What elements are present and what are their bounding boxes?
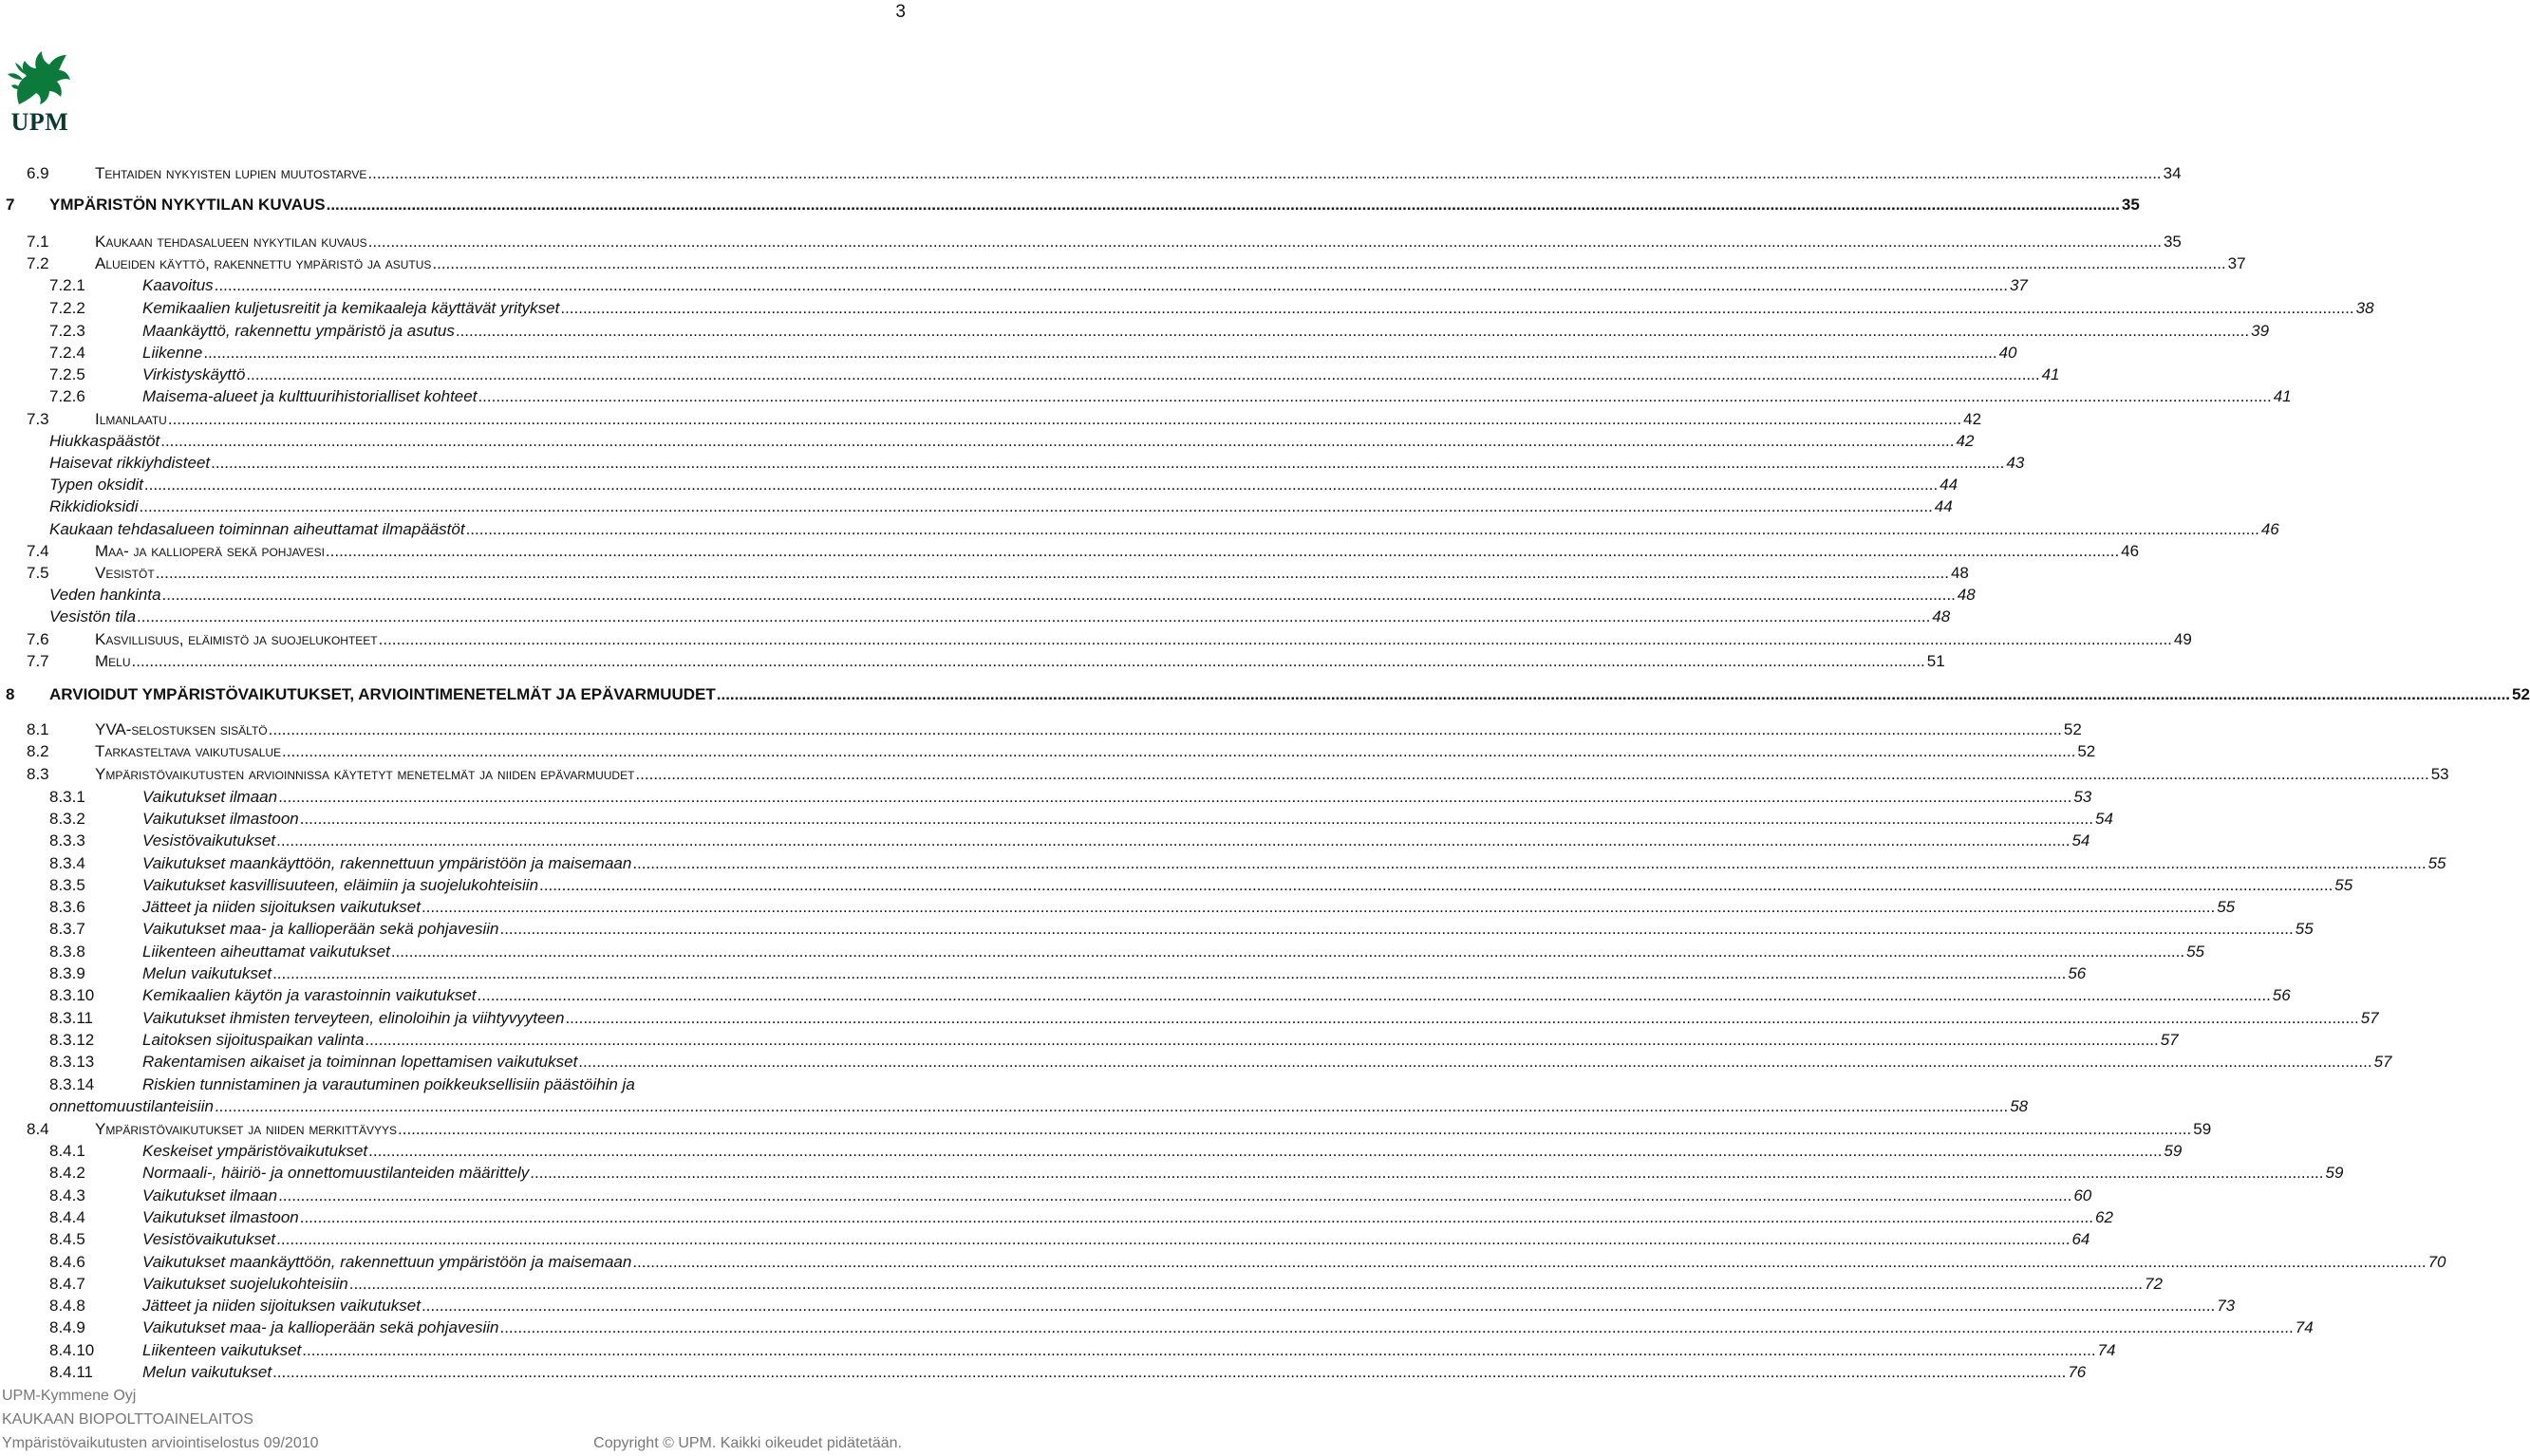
dot-leader: ................................................................................................................................................................................................................................................................................................................................................................................................................ [167,410,1962,428]
toc-entry-page: 41 [2273,387,2292,405]
toc-entry-page: 42 [1963,410,1982,428]
toc-entry-number: 8.3.10 [49,986,95,1004]
dot-leader: ................................................................................................................................................................................................................................................................................................................................................................................................................ [272,964,2067,982]
toc-entry-title: Alueiden käyttö, rakennettu ympäristö ja asutus [95,252,432,275]
toc-entry-title: Hiukkaspäästöt [49,430,160,453]
toc-entry-number: 7.7 [27,652,49,670]
toc-entry[interactable] [0,297,2374,320]
dot-leader: ................................................................................................................................................................................................................................................................................................................................................................................................................ [131,652,1925,670]
dot-leader: ................................................................................................................................................................................................................................................................................................................................................................................................................ [421,898,2216,916]
toc-entry[interactable] [0,1251,2446,1274]
dot-leader: ................................................................................................................................................................................................................................................................................................................................................................................................................ [530,1164,2324,1182]
toc-entry[interactable] [0,740,2096,763]
dot-leader: ................................................................................................................................................................................................................................................................................................................................................................................................................ [278,1186,2072,1204]
toc-entry[interactable] [0,1118,2212,1141]
dot-leader: ................................................................................................................................................................................................................................................................................................................................................................................................................ [272,1363,2067,1381]
toc-entry-number: 8.4.5 [49,1230,85,1248]
dot-leader: ................................................................................................................................................................................................................................................................................................................................................................................................................ [211,454,2005,472]
toc-entry-title: Vaikutukset ilmastoon [142,808,300,831]
toc-entry-number: 8.3.8 [49,943,85,961]
dot-leader: ................................................................................................................................................................................................................................................................................................................................................................................................................ [299,1208,2093,1226]
toc-entry-page: 70 [2427,1253,2446,1271]
toc-entry-number: 7.1 [27,233,49,251]
toc-entry[interactable] [0,252,2246,275]
toc-entry[interactable] [0,874,2353,897]
toc-entry[interactable] [0,1316,2314,1339]
dot-leader: ................................................................................................................................................................................................................................................................................................................................................................................................................ [160,432,1955,450]
toc-entry-title: Ympäristövaikutukset ja niiden merkittävyys [95,1118,398,1141]
toc-entry-title-continuation: onnettomuustilanteisiin [49,1095,215,1118]
toc-entry-page: 62 [2095,1208,2113,1226]
toc-entry-title: Vesistövaikutukset [142,1228,276,1251]
toc-entry[interactable] [0,562,1969,585]
dot-leader: ................................................................................................................................................................................................................................................................................................................................................................................................................ [539,876,2333,894]
toc-entry-number: 8.4.6 [49,1253,85,1271]
dot-leader: ................................................................................................................................................................................................................................................................................................................................................................................................................ [143,476,1939,494]
toc-entry-page: 55 [2334,876,2353,894]
toc-entry-number: 7.2.3 [49,322,85,340]
toc-entry-number: 8.3.1 [49,788,85,806]
toc-entry-number: 8.3.13 [49,1053,95,1071]
toc-entry-title: Vaikutukset maankäyttöön, rakennettuun ympäristöön ja maisemaan [142,1251,632,1274]
toc-entry-title: YVA-selostuksen sisältö [95,719,269,741]
toc-entry-page: 49 [2173,630,2192,648]
toc-entry[interactable] [0,231,2182,253]
toc-entry[interactable] [0,430,1975,453]
dot-leader: ................................................................................................................................................................................................................................................................................................................................................................................................................ [299,810,2093,828]
toc-entry-page: 52 [2512,685,2530,703]
toc-entry[interactable] [0,1273,2163,1296]
toc-entry-title: Jätteet ja niiden sijoituksen vaikutukset [142,1295,422,1317]
dot-leader: ................................................................................................................................................................................................................................................................................................................................................................................................................ [455,322,2250,340]
toc-entry[interactable] [0,342,2017,364]
toc-entry[interactable] [0,584,1976,607]
toc-entry-page: 76 [2068,1363,2087,1381]
dot-leader: ................................................................................................................................................................................................................................................................................................................................................................................................................ [161,586,1956,604]
dot-leader: ................................................................................................................................................................................................................................................................................................................................................................................................................ [276,831,2071,849]
toc-entry-number: 8.4.2 [49,1164,85,1182]
footer-company: UPM-Kymmene Oyj [2,1388,137,1404]
toc-entry-number: 8.3.2 [49,810,85,828]
footer-copyright: Copyright © UPM. Kaikki oikeudet pidätetään. [593,1435,902,1451]
dot-leader: ................................................................................................................................................................................................................................................................................................................................................................................................................ [499,1318,2294,1336]
toc-entry[interactable] [0,474,1958,496]
toc-entry-page: 37 [2227,254,2246,272]
toc-entry[interactable] [0,628,2192,651]
toc-entry[interactable] [0,852,2446,875]
toc-entry-number: 8.3.5 [49,876,85,894]
logo-wordmark: UPM [10,108,69,136]
toc-entry[interactable] [0,650,1945,673]
toc-entry-title: Liikenne [142,342,203,364]
toc-entry-page: 55 [2217,898,2236,916]
toc-entry-page: 44 [1940,476,1958,494]
toc-entry[interactable] [0,896,2236,919]
toc-entry-title: Ympäristövaikutusten arvioinnissa käytetyt menetelmät ja niiden epävarmuudet [95,763,635,786]
toc-entry-number: 8 [6,685,15,703]
toc-entry[interactable] [0,518,2279,541]
toc-entry-number: 7.6 [27,630,49,648]
dot-leader: ................................................................................................................................................................................................................................................................................................................................................................................................................ [477,986,2271,1004]
toc-entry-number: 7.2.1 [49,276,85,294]
dot-leader: ................................................................................................................................................................................................................................................................................................................................................................................................................ [560,299,2354,317]
toc-entry-number: 7.3 [27,410,49,428]
footer-document: Ympäristövaikutusten arviointiselostus 09/2010 [2,1435,319,1451]
toc-entry-page: 39 [2251,322,2270,340]
dot-leader: ................................................................................................................................................................................................................................................................................................................................................................................................................ [432,254,2226,272]
toc-entry-page: 41 [2041,365,2060,383]
toc-entry-title: Jätteet ja niiden sijoituksen vaikutukset [142,896,422,919]
toc-entry-number: 8.4.7 [49,1275,85,1293]
toc-entry-title: Kasvillisuus, eläimistö ja suojelukohteet [95,628,379,651]
toc-entry-title: Maankäyttö, rakennettu ympäristö ja asutus [142,320,456,343]
toc-entry-page: 51 [1926,652,1945,670]
toc-entry-title: Laitoksen sijoituspaikan valinta [142,1029,365,1052]
toc-entry-number: 8.4.4 [49,1208,85,1226]
dot-leader: ................................................................................................................................................................................................................................................................................................................................................................................................................ [368,1142,2163,1160]
toc-entry[interactable] [0,1007,2379,1030]
toc-entry-number: 7.2.2 [49,299,85,317]
toc-entry[interactable] [0,719,2082,741]
toc-entry[interactable] [0,364,2060,386]
toc-entry-title: Maa- ja kallioperä sekä pohjavesi [95,540,326,563]
toc-entry-number: 7.5 [27,564,49,582]
dot-leader: ................................................................................................................................................................................................................................................................................................................................................................................................................ [214,1097,2009,1115]
dot-leader: ................................................................................................................................................................................................................................................................................................................................................................................................................ [137,607,1931,625]
toc-entry-page: 59 [2325,1164,2344,1182]
toc-entry-number: 8.4.9 [49,1318,85,1336]
toc-entry-number: 8.4.1 [49,1142,85,1160]
toc-entry-title: Vesistövaikutukset [142,830,276,852]
dot-leader: ................................................................................................................................................................................................................................................................................................................................................................................................................ [632,854,2427,872]
toc-entry-number: 8.3.7 [49,920,85,938]
toc-entry[interactable] [0,274,2028,297]
toc-entry-page: 46 [2121,542,2140,560]
toc-entry-title: Riskien tunnistaminen ja varautuminen poikkeuksellisiin päästöihin ja [142,1073,636,1096]
dot-leader: ................................................................................................................................................................................................................................................................................................................................................................................................................ [565,1009,2359,1027]
toc-entry-title: Keskeiset ympäristövaikutukset [142,1140,368,1163]
toc-entry-number: 8.4.10 [49,1341,95,1359]
dot-leader: ................................................................................................................................................................................................................................................................................................................................................................................................................ [203,344,1997,362]
toc-entry[interactable] [0,1295,2236,1317]
toc-entry-page: 53 [2430,765,2449,783]
toc-entry-page: 54 [2095,810,2113,828]
toc-entry[interactable] [0,1185,2092,1207]
toc-entry-number: 8.4.8 [49,1297,85,1315]
toc-entry-title: Kaukaan tehdasalueen nykytilan kuvaus [95,231,368,253]
toc-entry-title: Kemikaalien kuljetusreitit ja kemikaaleja käyttävät yritykset [142,297,560,320]
toc-entry-page: 58 [2010,1097,2029,1115]
toc-entry-page: 52 [2077,742,2096,760]
toc-entry[interactable] [0,1051,2392,1073]
toc-entry[interactable] [0,1206,2113,1229]
toc-entry[interactable] [0,1162,2344,1185]
dot-leader: ................................................................................................................................................................................................................................................................................................................................................................................................................ [478,387,2272,405]
toc-entry-number: 8.4.3 [49,1186,85,1204]
toc-entry-title: Kaukaan tehdasalueen toiminnan aiheuttamat ilmapäästöt [49,518,466,541]
toc-entry-page: 43 [2006,454,2025,472]
dot-leader: ................................................................................................................................................................................................................................................................................................................................................................................................................ [282,742,2076,760]
toc-entry-page: 56 [2068,964,2087,982]
toc-entry[interactable] [0,606,1951,628]
toc-entry-page: 48 [1957,586,1976,604]
toc-entry-page: 46 [2260,520,2279,538]
toc-entry-page: 74 [2097,1341,2116,1359]
toc-entry[interactable] [0,1029,2179,1052]
toc-entry-number: 7.2 [27,254,49,272]
toc-entry[interactable] [0,452,2025,475]
dot-leader: ................................................................................................................................................................................................................................................................................................................................................................................................................ [268,720,2062,738]
toc-entry-number: 6.9 [27,164,49,182]
toc-entry-page: 64 [2071,1230,2090,1248]
toc-entry-number: 7.4 [27,542,49,560]
toc-entry-page: 38 [2355,299,2374,317]
toc-entry[interactable] [0,683,2530,706]
toc-entry-title: Vaikutukset ilmaan [142,1185,278,1207]
toc-entry-continuation[interactable] [0,1095,2029,1118]
toc-entry-number: 7.2.4 [49,344,85,362]
dot-leader: ................................................................................................................................................................................................................................................................................................................................................................................................................ [499,920,2294,938]
toc-entry-title: Veden hankinta [49,584,162,607]
toc-entry-title: Melun vaikutukset [142,962,272,985]
toc-entry-page: 59 [2193,1120,2212,1138]
toc-entry-title: Rakentamisen aikaiset ja toiminnan lopettamisen vaikutukset [142,1051,578,1073]
dot-leader: ................................................................................................................................................................................................................................................................................................................................................................................................................ [635,765,2429,783]
toc-entry-title: Virkistyskäyttö [142,364,246,386]
toc-entry-number: 8.3.3 [49,831,85,849]
toc-entry-title: Typen oksidit [49,474,144,496]
toc-entry-title: Vesistön tila [49,606,137,628]
toc-entry-title: Vaikutukset maa- ja kallioperään sekä pohjavesiin [142,1316,499,1339]
toc-entry-number: 8.2 [27,742,49,760]
toc-entry-page: 35 [2121,196,2140,214]
toc-entry[interactable] [0,408,1982,431]
toc-entry-number: 8.3.11 [49,1009,94,1027]
toc-entry-number: 8.3.4 [49,854,85,872]
dot-leader: ................................................................................................................................................................................................................................................................................................................................................................................................................ [632,1253,2427,1271]
dot-leader: ................................................................................................................................................................................................................................................................................................................................................................................................................ [716,685,2511,703]
dot-leader: ................................................................................................................................................................................................................................................................................................................................................................................................................ [421,1297,2216,1315]
toc-entry-page: 48 [1932,607,1951,625]
dot-leader: ................................................................................................................................................................................................................................................................................................................................................................................................................ [398,1120,2192,1138]
toc-entry-title: Vaikutukset ihmisten terveyteen, elinoloihin ja viihtyvyyteen [142,1007,565,1030]
toc-entry-page: 44 [1934,497,1953,515]
toc-entry-page: 40 [1998,344,2017,362]
toc-entry-page: 60 [2073,1186,2092,1204]
toc-entry-page: 37 [2009,276,2028,294]
toc-entry-number: 8.3 [27,765,49,783]
toc-entry-title: Liikenteen aiheuttamat vaikutukset [142,941,391,963]
toc-entry-page: 57 [2160,1031,2179,1049]
toc-entry-number: 8.4 [27,1120,49,1138]
dot-leader: ................................................................................................................................................................................................................................................................................................................................................................................................................ [302,1341,2096,1359]
dot-leader: ................................................................................................................................................................................................................................................................................................................................................................................................................ [378,630,2172,648]
toc-entry-number: 7.2.5 [49,365,85,383]
toc-entry-number: 8.3.9 [49,964,85,982]
toc-entry-title: Maisema-alueet ja kulttuurihistorialliset kohteet [142,385,478,408]
toc-entry-number: 8.3.12 [49,1031,95,1049]
toc-entry[interactable] [0,385,2292,408]
toc-entry-page: 34 [2163,164,2182,182]
toc-entry-page: 59 [2164,1142,2183,1160]
dot-leader: ................................................................................................................................................................................................................................................................................................................................................................................................................ [390,943,2185,961]
toc-entry-page: 42 [1956,432,1975,450]
toc-entry[interactable] [0,1339,2116,1362]
toc-entry-title: Melun vaikutukset [142,1361,272,1384]
toc-entry-number: 8.1 [27,720,49,738]
toc-entry-number: 8.4.11 [49,1363,94,1381]
toc-entry[interactable] [0,1140,2183,1163]
footer-project: KAUKAAN BIOPOLTTOAINELAITOS [2,1411,253,1428]
toc-entry-title: Vaikutukset ilmaan [142,786,278,809]
toc-entry[interactable] [0,1361,2087,1384]
toc-entry-page: 48 [1950,564,1969,582]
toc-entry-page: 72 [2144,1275,2163,1293]
toc-entry-number: 7.2.6 [49,387,85,405]
toc-entry[interactable] [0,962,2087,985]
toc-entry[interactable] [0,763,2449,786]
toc-entry[interactable] [0,830,2090,852]
toc-entry-title: Kemikaalien käytön ja varastoinnin vaikutukset [142,984,478,1007]
dot-leader: ................................................................................................................................................................................................................................................................................................................................................................................................................ [246,365,2040,383]
toc-entry[interactable] [0,786,2092,809]
toc-entry[interactable] [0,495,1953,518]
dot-leader: ................................................................................................................................................................................................................................................................................................................................................................................................................ [365,1031,2159,1049]
toc-entry-title: Tarkasteltava vaikutusalue [95,740,282,763]
toc-entry[interactable] [0,808,2113,831]
toc-entry[interactable] [0,984,2291,1007]
dot-leader: ................................................................................................................................................................................................................................................................................................................................................................................................................ [367,164,2162,182]
toc-entry-page: 55 [2295,920,2314,938]
toc-entry-page: 55 [2427,854,2446,872]
toc-entry-number: 8.3.6 [49,898,85,916]
dot-leader: ................................................................................................................................................................................................................................................................................................................................................................................................................ [326,196,2120,214]
toc-entry-page: 55 [2186,943,2205,961]
dot-leader: ................................................................................................................................................................................................................................................................................................................................................................................................................ [367,233,2162,251]
toc-entry-title: Vesistöt [95,562,156,585]
toc-entry-title: Vaikutukset ilmastoon [142,1206,300,1229]
toc-entry[interactable] [0,918,2314,941]
toc-entry-title: ARVIOIDUT YMPÄRISTÖVAIKUTUKSET, ARVIOINTIMENETELMÄT JA EPÄVARMUUDET [49,683,717,706]
toc-entry-title: Kaavoitus [142,274,215,297]
toc-entry-page: 53 [2073,788,2092,806]
toc-entry[interactable] [0,540,2140,563]
toc-entry[interactable] [0,194,2140,216]
dot-leader: ................................................................................................................................................................................................................................................................................................................................................................................................................ [465,520,2259,538]
toc-entry-page: 54 [2071,831,2090,849]
toc-entry[interactable] [0,941,2205,963]
toc-entry[interactable] [0,1073,911,1096]
toc-entry-page: 35 [2163,233,2182,251]
toc-entry[interactable] [0,320,2270,343]
toc-entry-title: Vaikutukset kasvillisuuteen, eläimiin ja suojelukohteisiin [142,874,539,897]
toc-entry[interactable] [0,1228,2090,1251]
toc-entry-title: Liikenteen vaikutukset [142,1339,302,1362]
dot-leader: ................................................................................................................................................................................................................................................................................................................................................................................................................ [278,788,2072,806]
toc-entry-page: 52 [2063,720,2082,738]
toc-entry-title: Rikkidioksidi [49,495,140,518]
page-number: 3 [895,2,906,22]
toc-entry-page: 57 [2360,1009,2379,1027]
toc-entry-page: 74 [2295,1318,2314,1336]
toc-entry[interactable] [0,162,2182,185]
toc-entry-page: 57 [2373,1053,2392,1071]
dot-leader: ................................................................................................................................................................................................................................................................................................................................................................................................................ [578,1053,2372,1071]
toc-entry-title: Vaikutukset maa- ja kallioperään sekä pohjavesiin [142,918,499,941]
dot-leader: ................................................................................................................................................................................................................................................................................................................................................................................................................ [276,1230,2071,1248]
toc-entry-title: Ilmanlaatu [95,408,168,431]
toc-entry-title: Melu [95,650,132,673]
toc-entry-title: Tehtaiden nykyisten lupien muutostarve [95,162,367,185]
toc-entry-title: Normaali-, häiriö- ja onnettomuustilanteiden määrittely [142,1162,530,1185]
toc-entry-number: 7 [6,196,15,214]
dot-leader: ................................................................................................................................................................................................................................................................................................................................................................................................................ [325,542,2120,560]
toc-entry-number: 8.3.14 [49,1075,95,1093]
dot-leader: ................................................................................................................................................................................................................................................................................................................................................................................................................ [139,497,1933,515]
dot-leader: ................................................................................................................................................................................................................................................................................................................................................................................................................ [214,276,2008,294]
toc-entry-title: Haisevat rikkiyhdisteet [49,452,211,475]
dot-leader: ................................................................................................................................................................................................................................................................................................................................................................................................................ [348,1275,2143,1293]
toc-entry-page: 56 [2272,986,2291,1004]
dot-leader: ................................................................................................................................................................................................................................................................................................................................................................................................................ [155,564,1949,582]
toc-entry-title: Vaikutukset suojelukohteisiin [142,1273,349,1296]
toc-entry-page: 73 [2217,1297,2236,1315]
toc-entry-title: Vaikutukset maankäyttöön, rakennettuun ympäristöön ja maisemaan [142,852,632,875]
toc-entry-title: YMPÄRISTÖN NYKYTILAN KUVAUS [49,194,327,216]
